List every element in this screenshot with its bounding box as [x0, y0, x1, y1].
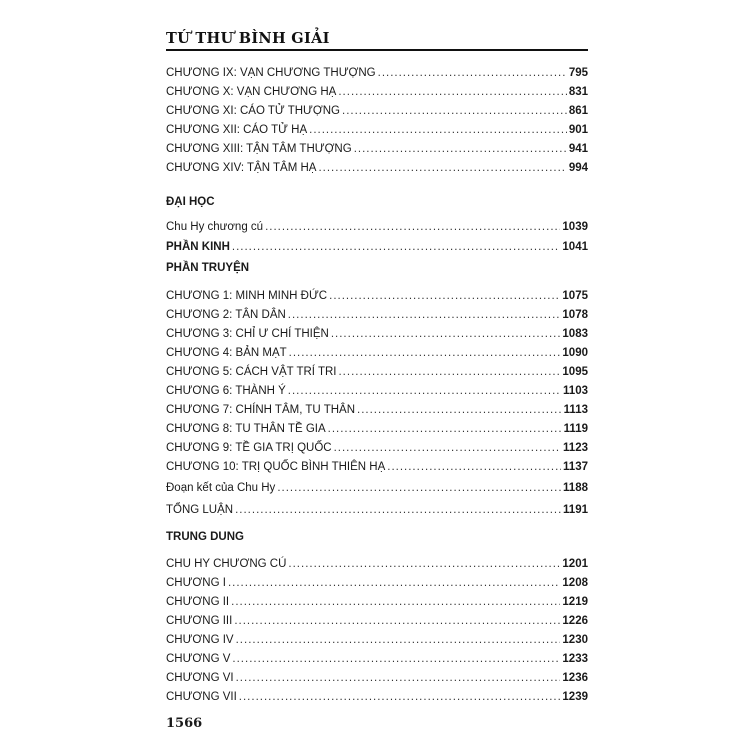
entry-page: 1095: [562, 366, 588, 378]
dot-leader: [387, 460, 561, 474]
entry-page: 1078: [562, 309, 588, 321]
dot-leader: [234, 614, 560, 628]
header-rule: [166, 49, 588, 51]
dot-leader: [232, 240, 561, 254]
entry-label: CHƯƠNG 4: BẢN MẠT: [166, 347, 287, 359]
entry-label: CHƯƠNG 1: MINH MINH ĐỨC: [166, 290, 328, 302]
dot-leader: [288, 384, 561, 398]
toc-entry[interactable]: [166, 308, 588, 322]
entry-page: 1233: [562, 653, 588, 665]
entry-page: 1123: [563, 442, 588, 454]
section-title-phan-truyen: PHẦN TRUYỆN: [166, 262, 250, 274]
entry-label: CHƯƠNG II: [166, 596, 230, 608]
entry-label: CHƯƠNG VI: [166, 672, 234, 684]
dot-leader: [239, 690, 561, 704]
dot-leader: [378, 66, 567, 80]
entry-page: 1039: [562, 221, 588, 233]
entry-label: CHƯƠNG 10: TRỊ QUỐC BÌNH THIÊN HẠ: [166, 461, 386, 473]
entry-label: CHƯƠNG I: [166, 577, 226, 589]
dot-leader: [354, 142, 567, 156]
section-title-trung-dung: TRUNG DUNG: [166, 531, 244, 543]
toc-entry[interactable]: [166, 595, 588, 609]
toc-entry[interactable]: [166, 220, 588, 234]
dot-leader: [231, 595, 560, 609]
entry-label: CHƯƠNG 8: TU THÂN TỀ GIA: [166, 423, 326, 435]
dot-leader: [288, 557, 560, 571]
entry-page: 831: [568, 86, 588, 98]
entry-label: CHU HY CHƯƠNG CÚ: [166, 558, 287, 570]
entry-label: CHƯƠNG 3: CHỈ Ư CHÍ THIỆN: [166, 328, 329, 340]
entry-page: 1083: [562, 328, 588, 340]
entry-page: 1137: [563, 461, 588, 473]
entry-page: 1208: [562, 577, 588, 589]
entry-label: CHƯƠNG X: VẠN CHƯƠNG HẠ: [166, 86, 337, 98]
dot-leader: [265, 220, 560, 234]
entry-page: 1041: [562, 241, 588, 253]
toc-entry[interactable]: [166, 123, 588, 137]
toc-entry[interactable]: [166, 460, 588, 474]
entry-label: CHƯƠNG 2: TÂN DÂN: [166, 309, 286, 321]
dot-leader: [342, 104, 567, 118]
dot-leader: [318, 161, 566, 175]
toc-entry[interactable]: [166, 384, 588, 398]
dot-leader: [228, 576, 560, 590]
entry-page: 1075: [562, 290, 588, 302]
entry-page: 1226: [562, 615, 588, 627]
dot-leader: [232, 652, 560, 666]
entry-page: 795: [568, 67, 588, 79]
toc-entry[interactable]: [166, 422, 588, 436]
entry-label: CHƯƠNG XIII: TẬN TÂM THƯỢNG: [166, 143, 352, 155]
toc-entry[interactable]: [166, 671, 588, 685]
dot-leader: [329, 289, 560, 303]
toc-entry[interactable]: [166, 503, 588, 517]
dot-leader: [338, 85, 566, 99]
entry-page: 1090: [562, 347, 588, 359]
entry-page: 1230: [562, 634, 588, 646]
entry-label: PHẦN KINH: [166, 241, 230, 253]
entry-label: CHƯƠNG 6: THÀNH Ý: [166, 385, 286, 397]
dot-leader: [289, 346, 561, 360]
entry-page: 1113: [563, 404, 588, 416]
entry-label: CHƯƠNG IX: VẠN CHƯƠNG THƯỢNG: [166, 67, 376, 79]
entry-page: 1119: [563, 423, 588, 435]
entry-label: CHƯƠNG 7: CHÍNH TÂM, TU THÂN: [166, 404, 356, 416]
toc-entry-phan-kinh[interactable]: [166, 240, 588, 254]
dot-leader: [236, 671, 561, 685]
entry-label: CHƯƠNG V: [166, 653, 231, 665]
entry-page: 941: [568, 143, 588, 155]
toc-entry[interactable]: [166, 576, 588, 590]
toc-entry[interactable]: [166, 66, 588, 80]
toc-entry[interactable]: [166, 633, 588, 647]
page-number: 1566: [166, 716, 203, 731]
entry-page: 1201: [562, 558, 588, 570]
entry-page: 901: [568, 124, 588, 136]
entry-label: CHƯƠNG III: [166, 615, 233, 627]
entry-page: 1239: [562, 691, 588, 703]
dot-leader: [288, 308, 561, 322]
entry-page: 1236: [562, 672, 588, 684]
dot-leader: [309, 123, 567, 137]
dot-leader: [328, 422, 562, 436]
dot-leader: [357, 403, 562, 417]
entry-label: CHƯƠNG 5: CÁCH VẬT TRÍ TRI: [166, 366, 337, 378]
entry-label: CHƯƠNG 9: TỀ GIA TRỊ QUỐC: [166, 442, 332, 454]
entry-label: CHƯƠNG IV: [166, 634, 234, 646]
toc-entry[interactable]: [166, 85, 588, 99]
entry-label: CHƯƠNG XI: CÁO TỬ THƯỢNG: [166, 105, 340, 117]
toc-entry[interactable]: [166, 161, 588, 175]
entry-page: 1188: [563, 482, 588, 494]
entry-label: TỔNG LUẬN: [166, 504, 234, 516]
toc-entry[interactable]: [166, 346, 588, 360]
toc-entry[interactable]: [166, 289, 588, 303]
dot-leader: [235, 503, 561, 517]
dot-leader: [331, 327, 561, 341]
running-header: TỨ THƯ BÌNH GIẢI: [166, 30, 330, 47]
entry-label: CHƯƠNG XII: CÁO TỬ HẠ: [166, 124, 308, 136]
entry-page: 994: [568, 162, 588, 174]
toc-entry[interactable]: [166, 365, 588, 379]
section-title-dai-hoc: ĐẠI HỌC: [166, 196, 215, 208]
entry-label: Chu Hy chương cú: [166, 221, 264, 233]
toc-entry[interactable]: [166, 481, 588, 495]
dot-leader: [334, 441, 561, 455]
entry-page: 1191: [563, 504, 588, 516]
dot-leader: [338, 365, 560, 379]
entry-label: CHƯƠNG VII: [166, 691, 237, 703]
toc-entry[interactable]: [166, 652, 588, 666]
entry-page: 1103: [563, 385, 588, 397]
dot-leader: [277, 481, 561, 495]
toc-entry[interactable]: [166, 104, 588, 118]
entry-label: Đoạn kết của Chu Hy: [166, 482, 276, 494]
toc-entry[interactable]: [166, 142, 588, 156]
toc-entry[interactable]: [166, 614, 588, 628]
toc-entry[interactable]: [166, 690, 588, 704]
entry-page: 861: [568, 105, 588, 117]
entry-label: CHƯƠNG XIV: TẬN TÂM HẠ: [166, 162, 317, 174]
dot-leader: [236, 633, 561, 647]
entry-page: 1219: [562, 596, 588, 608]
toc-entry[interactable]: [166, 441, 588, 455]
toc-entry[interactable]: [166, 557, 588, 571]
toc-entry[interactable]: [166, 327, 588, 341]
toc-entry[interactable]: [166, 403, 588, 417]
